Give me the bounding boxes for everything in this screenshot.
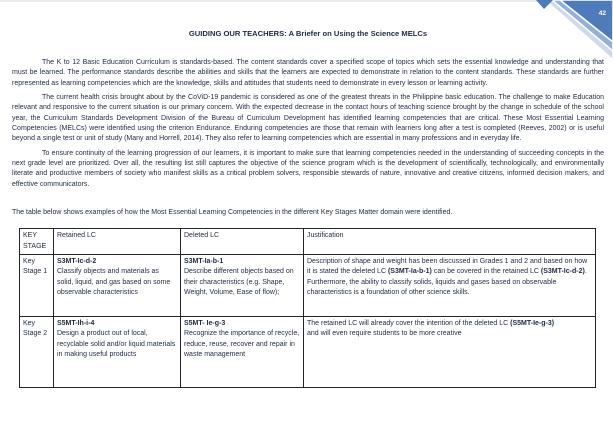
header-justification: Justification (304, 229, 596, 255)
justification-text: The retained LC will already cover the intention of the deleted LC (307, 320, 511, 328)
justification-code-ref: (S3MT-Ic-d-2) (540, 268, 585, 276)
deleted-lc-code: S5MT- Ie-g-3 (184, 320, 226, 328)
header-deleted-lc: Deleted LC (181, 229, 304, 255)
retained-lc-code: S5MT-Ih-i-4 (57, 320, 95, 328)
cell-retained-lc (54, 255, 181, 317)
table-intro-line: The table below shows examples of how the Most Essential Learning Competencies in the different Key Stages Matter domain were identified. (12, 209, 453, 217)
cell-retained-lc (54, 317, 181, 388)
header-key-stage: KEY STAGE (20, 229, 54, 255)
deleted-lc-code: S3MT-Ia-b-1 (184, 258, 224, 266)
paragraph-k12-curriculum: The K to 12 Basic Education Curriculum is standards-based. The content standards cover a specified scope of topics which sets the essential knowledge and understanding that must be learned. The performance standards describe the abilities and skills that the learners are expected to demonstrate in relation to the content standards. These standards are further represented as learning competencies which are the knowledge, skills and attitudes that students need to demonstrate in every lesson or learning activity. (12, 59, 604, 87)
retained-lc-text: Design a product out of local, recyclable solid and/or liquid materials in making useful products (57, 330, 176, 358)
cell-stage: Key Stage 1 (20, 255, 54, 317)
table-header-row (20, 229, 596, 255)
table-row (20, 255, 596, 317)
melc-examples-table (19, 228, 596, 388)
retained-lc-text: Classify objects and materials as solid, liquid, and gas based on some observable characteristics (57, 268, 171, 296)
cell-deleted-lc (181, 255, 304, 317)
justification-text: can be covered in the retained LC (431, 268, 541, 276)
retained-lc-code: S3MT-Ic-d-2 (57, 258, 97, 266)
paragraph-continuity: To ensure continuity of the learning progression of our learners, it is important to make sure that learning competencies needed in the understanding of succeeding concepts in the next grade level are prioritized. Over all, the resulting list still captures the objective of the science program which is the development of scientifically, technologically, and environmentally literate and productive members of society who manifest skills as a critical problem solvers, responsible stewards of nature, innovative and creative citizens, informed decision makers, and effective communicators. (12, 149, 604, 188)
page-content (12, 0, 604, 388)
justification-text: . Furthermore, the ability to classify solids, liquids and gases based on observable characteristics is a foundation of other science skills. (307, 268, 587, 296)
justification-code-ref: (S5MT-Ie-g-3) (510, 320, 555, 328)
deleted-lc-text: Recognize the importance of recycle, reduce, reuse, recover and repair in waste management (184, 330, 300, 358)
page-title: GUIDING OUR TEACHERS: A Briefer on Using the Science MELCs (188, 29, 428, 38)
table-row (20, 317, 596, 388)
header-retained-lc: Retained LC (54, 229, 181, 255)
deleted-lc-text: Describe different objects based on their characteristics (e.g. Shape, Weight, Volume, Ease of flow); (184, 268, 294, 296)
cell-justification (304, 317, 596, 388)
justification-text: and will even require students to be more creative (307, 330, 462, 338)
justification-code-ref: (S3MT-Ia-b-1) (387, 268, 432, 276)
cell-justification (304, 255, 596, 317)
cell-stage: Key Stage 2 (20, 317, 54, 388)
paragraph-covid-melcs: The current health crisis brought about by the CoViD-19 pandemic is considered as one of the greatest threats in the Philippine basic education. The challenge to make Education relevant and responsive to the current situation is our primary concern. With the expected decrease in the contact hours of teaching science brought by the change in schedule of the school year, the Curriculum Standards Development Division of the Bureau of Curriculum Development has identified learning competencies that are critical. These Most Essential Learning Competencies (MELCs) were identified using the criterion Endurance. Enduring competencies are those that remain with learners long after a test is completed (Reeves, 2002) or is useful beyond a single test or unit of study (Many and Horrell, 2014). They also refer to learning competencies which are essential in many professions and in everyday life. (12, 94, 604, 143)
page-number: 42 (598, 10, 606, 17)
cell-deleted-lc (181, 317, 304, 388)
justification-text: Description of shape and weight has been discussed in Grades 1 and 2 and based on how it is stated the deleted LC (307, 258, 588, 276)
